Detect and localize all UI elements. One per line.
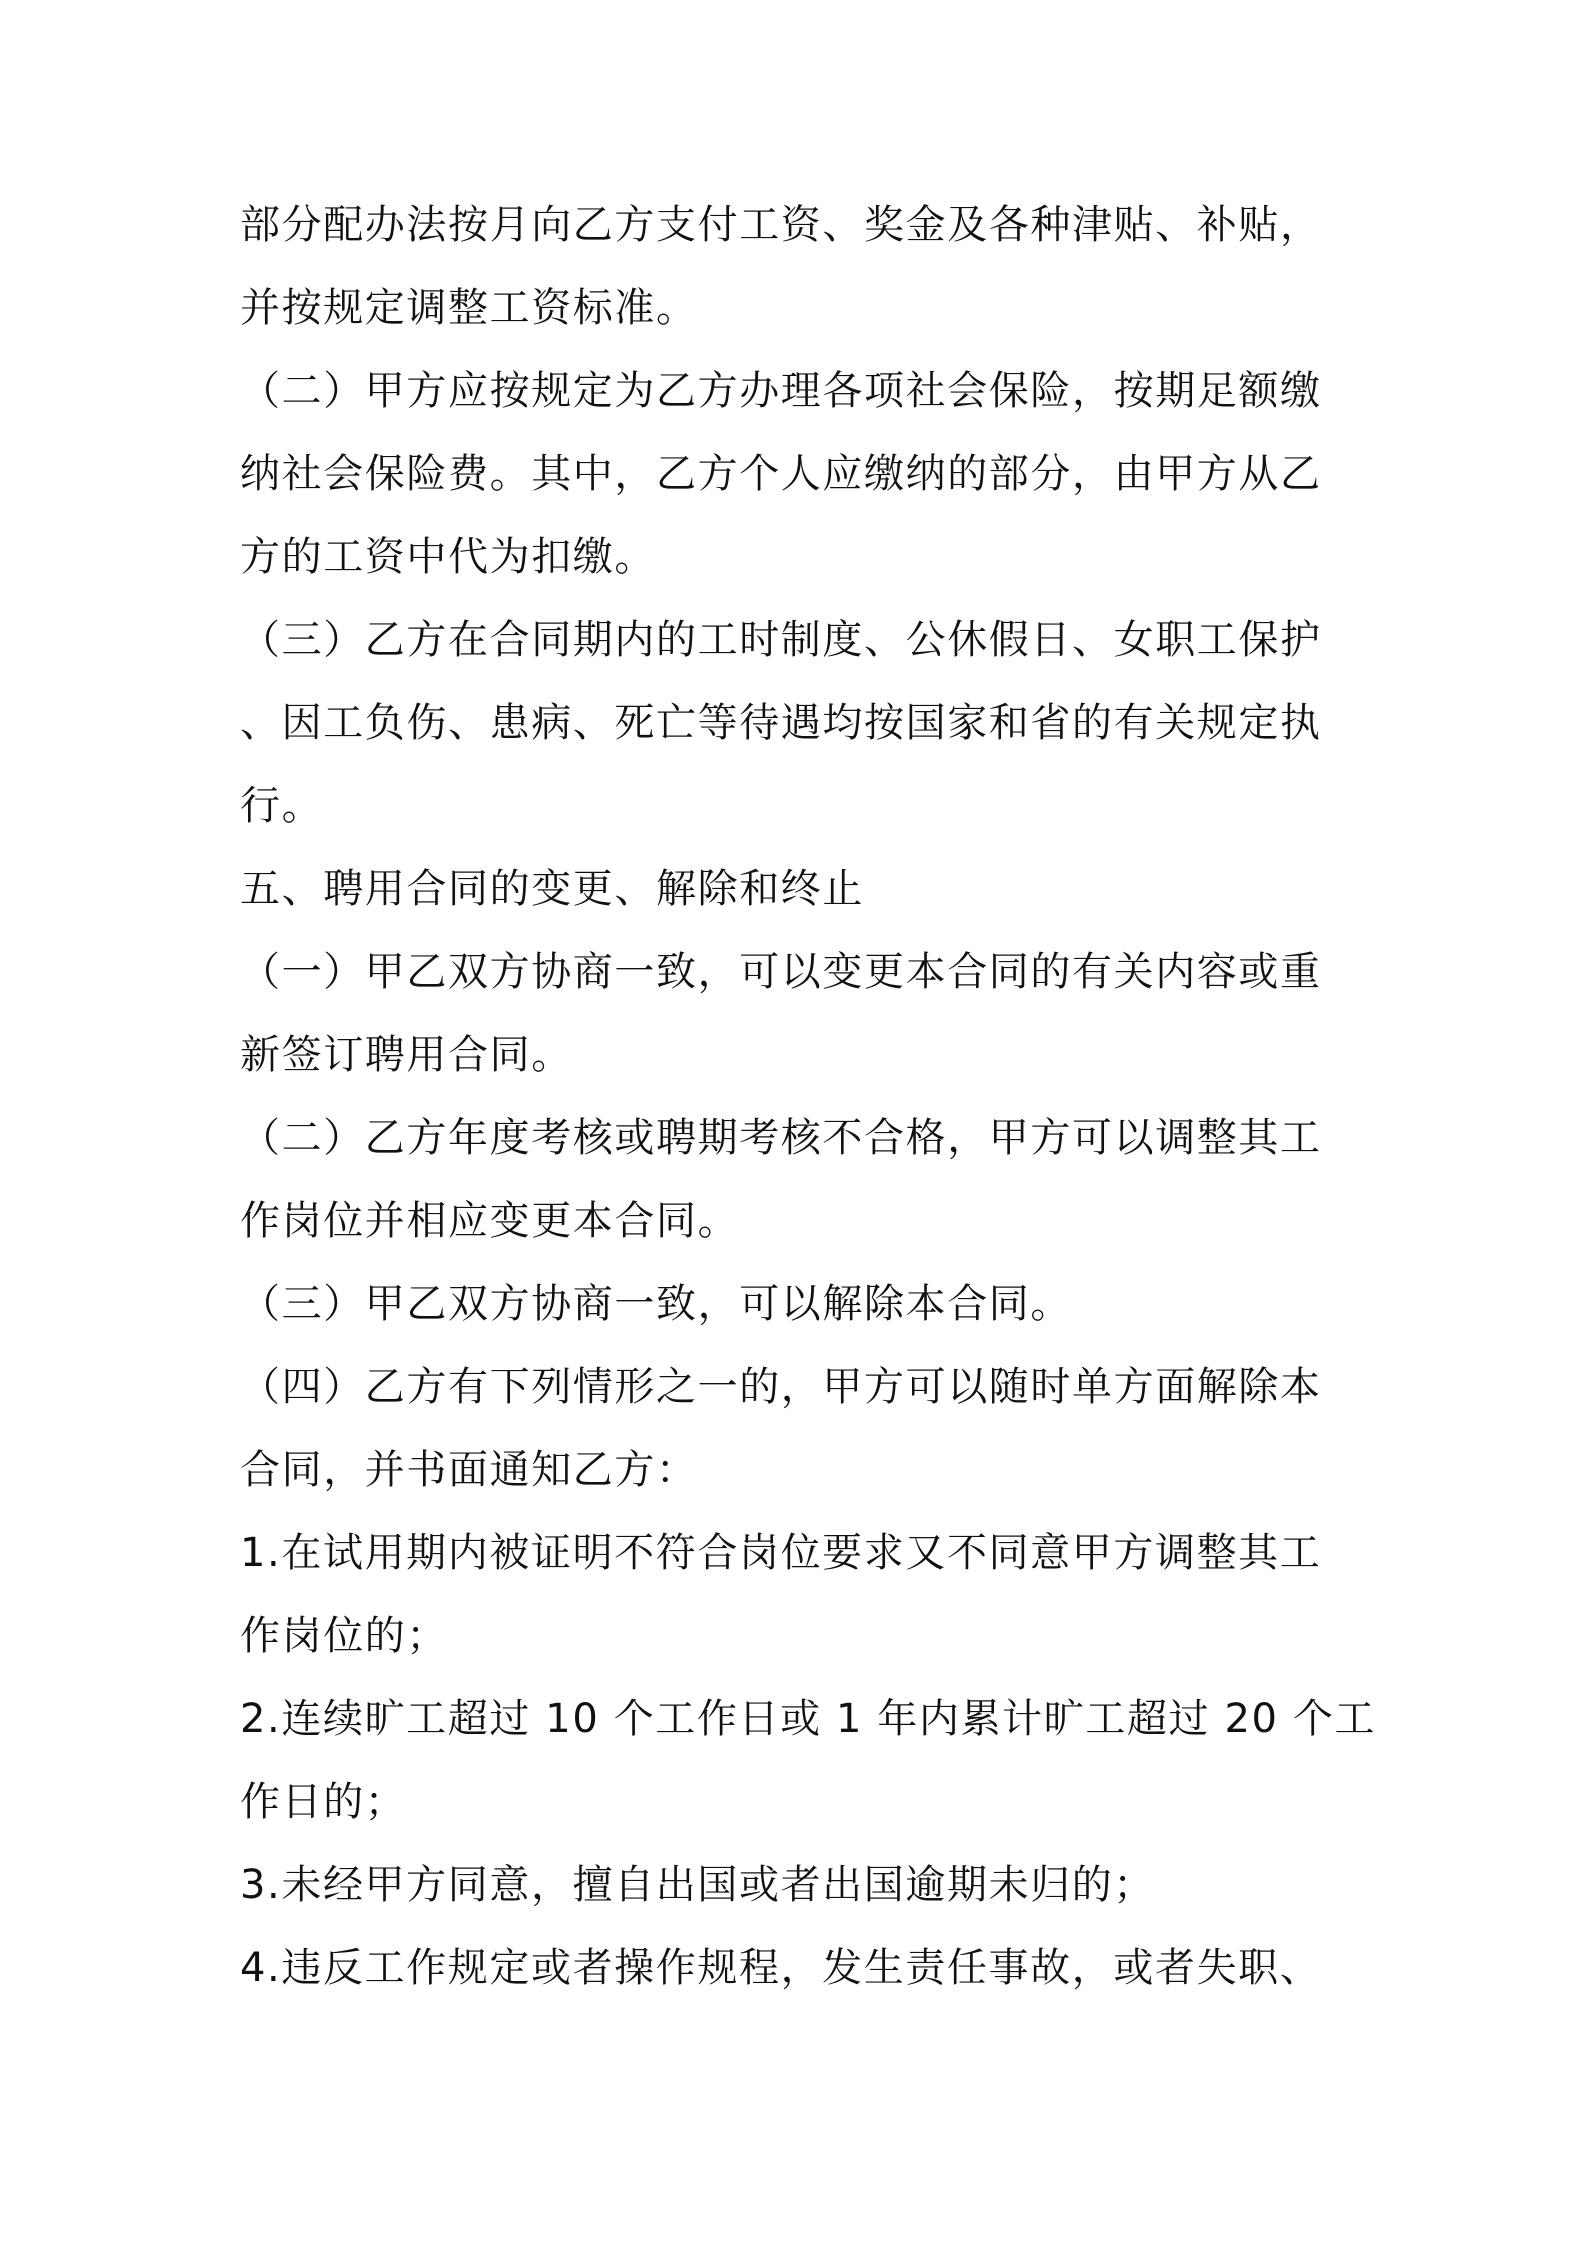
list-item-1: 1.在试用期内被证明不符合岗位要求又不同意甲方调整其工 [240, 1530, 1322, 1576]
text-line-3: （二）甲方应按规定为乙方办理各项社会保险，按期足额缴 [240, 368, 1322, 414]
list-item-3: 3.未经甲方同意，擅自出国或者出国逾期未归的； [240, 1862, 1155, 1908]
text-line-10: （一）甲乙双方协商一致，可以变更本合同的有关内容或重 [240, 949, 1322, 995]
text-line-2: 并按规定调整工资标准。 [240, 285, 698, 331]
text-line-1: 部分配办法按月向乙方支付工资、奖金及各种津贴、补贴， [240, 202, 1322, 248]
text-line-12: （二）乙方年度考核或聘期考核不合格，甲方可以调整其工 [240, 1115, 1322, 1161]
text-line-13: 作岗位并相应变更本合同。 [240, 1198, 740, 1244]
text-line-14: （三）甲乙双方协商一致，可以解除本合同。 [240, 1281, 1072, 1327]
text-line-8: 行。 [240, 783, 324, 829]
text-line-16: 合同，并书面通知乙方： [240, 1447, 698, 1493]
text-line-6: （三）乙方在合同期内的工时制度、公休假日、女职工保护 [240, 617, 1322, 663]
text-line-5: 方的工资中代为扣缴。 [240, 534, 656, 580]
text-line-4: 纳社会保险费。其中，乙方个人应缴纳的部分，由甲方从乙 [240, 451, 1322, 497]
list-item-2: 2.连续旷工超过 10 个工作日或 1 年内累计旷工超过 20 个工 [240, 1696, 1377, 1742]
text-line-7: 、因工负伤、患病、死亡等待遇均按国家和省的有关规定执 [240, 700, 1322, 746]
section-heading: 五、聘用合同的变更、解除和终止 [240, 866, 864, 912]
text-line-11: 新签订聘用合同。 [240, 1032, 573, 1078]
text-line-15: （四）乙方有下列情形之一的，甲方可以随时单方面解除本 [240, 1364, 1322, 1410]
list-item-2-cont: 作日的； [240, 1779, 407, 1825]
list-item-4: 4.违反工作规定或者操作规程，发生责任事故，或者失职、 [240, 1945, 1322, 1991]
list-item-1-cont: 作岗位的； [240, 1613, 448, 1659]
